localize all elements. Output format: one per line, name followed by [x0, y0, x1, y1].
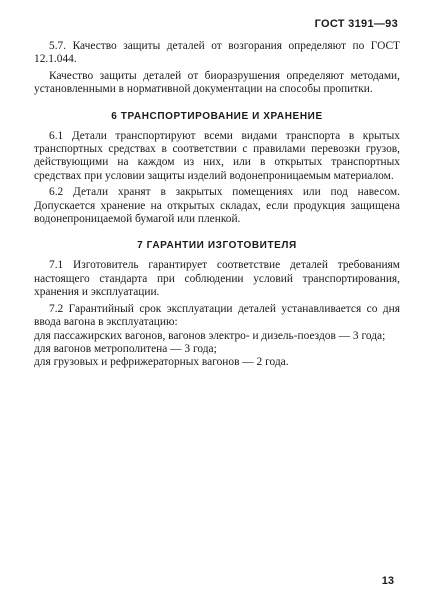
clause-5-7: 5.7. Качество защиты деталей от возгорания определяют по ГОСТ 12.1.044.: [34, 40, 400, 66]
spacer: [34, 251, 400, 259]
warranty-item-freight: для грузовых и рефрижераторных вагонов — 2 года.: [34, 356, 289, 369]
clause-5-7-biodegradation: Качество защиты деталей от биоразрушения определяют методами, установленными в нормативной документации на способы пропитки.: [34, 69, 400, 96]
clause-6-2: 6.2 Детали хранят в закрытых помещениях или под навесом. Допускается хранение на открытых складах, если продукция защищена водонепроницаемой бумагой или пленкой.: [34, 186, 400, 226]
section-7-title: 7 ГАРАНТИИ ИЗГОТОВИТЕЛЯ: [137, 240, 297, 252]
spacer: [34, 226, 400, 240]
document-body: [34, 40, 400, 370]
spacer: [34, 97, 400, 111]
warranty-list: [34, 330, 400, 370]
warranty-item-metro: для вагонов метрополитена — 3 года;: [34, 342, 217, 355]
section-6-title: 6 ТРАНСПОРТИРОВАНИЕ И ХРАНЕНИЕ: [111, 110, 323, 122]
warranty-item-passenger: для пассажирских вагонов, вагонов электро- и дизель-поездов — 3 года;: [34, 329, 386, 342]
standard-header: ГОСТ 3191—93: [314, 18, 398, 30]
page-number: 13: [381, 575, 394, 587]
clause-6-1: 6.1 Детали транспортируют всеми видами транспорта в крытых транспортных средствах в соответствии с правилами перевозки грузов, действующими на каждом из них, или в открытых транспортных средствах при условии защиты изделий водонепроницаемым материалом.: [34, 129, 400, 182]
clause-7-1: 7.1 Изготовитель гарантирует соответствие деталей требованиям настоящего стандарта при соблюдении условий транспортирования, хранения и эксплуатации.: [34, 259, 400, 299]
spacer: [34, 122, 400, 130]
clause-7-2: 7.2 Гарантийный срок эксплуатации деталей устанавливается со дня ввода вагона в эксплуатацию:: [34, 302, 400, 329]
